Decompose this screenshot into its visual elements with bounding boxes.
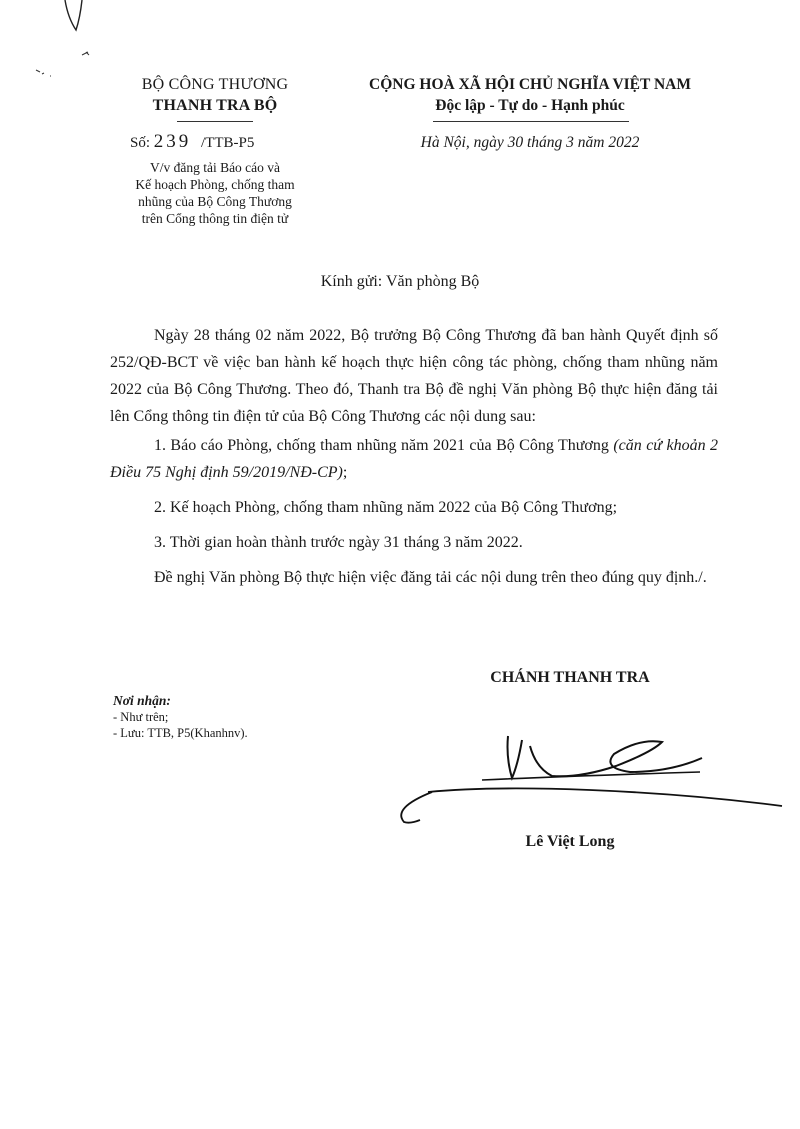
item1-text: 1. Báo cáo Phòng, chống tham nhũng năm 2021 của Bộ Công Thương [154,437,614,454]
salutation: Kính gửi: Văn phòng Bộ [320,273,480,290]
subject-line: Kế hoạch Phòng, chống tham [135,177,295,192]
handwritten-signature [390,728,790,838]
number-suffix: /TTB-P5 [201,135,255,151]
national-title: CỘNG HOÀ XÃ HỘI CHỦ NGHĨA VIỆT NAM [369,76,691,93]
closing-paragraph: Đề nghị Văn phòng Bộ thực hiện việc đăng tải các nội dung trên theo đúng quy định./. [154,569,707,586]
recipients-label: Nơi nhận: [113,693,171,708]
subject-line: V/v đăng tải Báo cáo và [149,160,281,175]
item1-note: (căn cứ khoản 2 Điều 75 Nghị định 59/2019/NĐ-CP) [110,437,719,481]
list-item-1 [110,432,718,486]
place-date: Hà Nội, ngày 30 tháng 3 năm 2022 [420,134,640,151]
number-value: 239 [153,131,192,152]
intro-paragraph: Ngày 28 tháng 02 năm 2022, Bộ trưởng Bộ Công Thương đã ban hành Quyết định số 252/QĐ-BCT về việc ban hành kế hoạch thực hiện công tác phòng, chống tham nhũng năm 2022 của Bộ Công Thương. Theo đó, Thanh tra Bộ đề nghị Văn phòng Bộ thực hiện đăng tải lên Cổng thông tin điện tử của Bộ Công Thương các nội dung sau: [110,327,718,425]
list-item-2: 2. Kế hoạch Phòng, chống tham nhũng năm 2022 của Bộ Công Thương; [154,499,618,516]
subject-line: nhũng của Bộ Công Thương [138,194,292,209]
motto-underline [433,121,629,122]
subject-block [100,159,330,227]
ministry-name: BỘ CÔNG THƯƠNG [141,76,289,93]
recipient-item: - Lưu: TTB, P5(Khanhnv). [113,726,248,740]
subject-line: trên Cổng thông tin điện tử [141,211,289,226]
corner-scan-mark [30,0,110,90]
national-motto: Độc lập - Tự do - Hạnh phúc [435,97,625,114]
document-number [130,131,330,153]
recipient-item: - Như trên; [113,710,169,724]
department-name: THANH TRA BỘ [152,97,278,114]
signer-title: CHÁNH THANH TRA [490,669,650,686]
signer-name: Lê Việt Long [525,833,615,850]
item1-end: ; [342,464,348,481]
department-underline [177,121,253,122]
letter-body [110,322,718,591]
list-item-3: 3. Thời gian hoàn thành trước ngày 31 tháng 3 năm 2022. [154,534,523,551]
recipients-block [113,693,373,741]
number-prefix: Số: [130,135,151,151]
